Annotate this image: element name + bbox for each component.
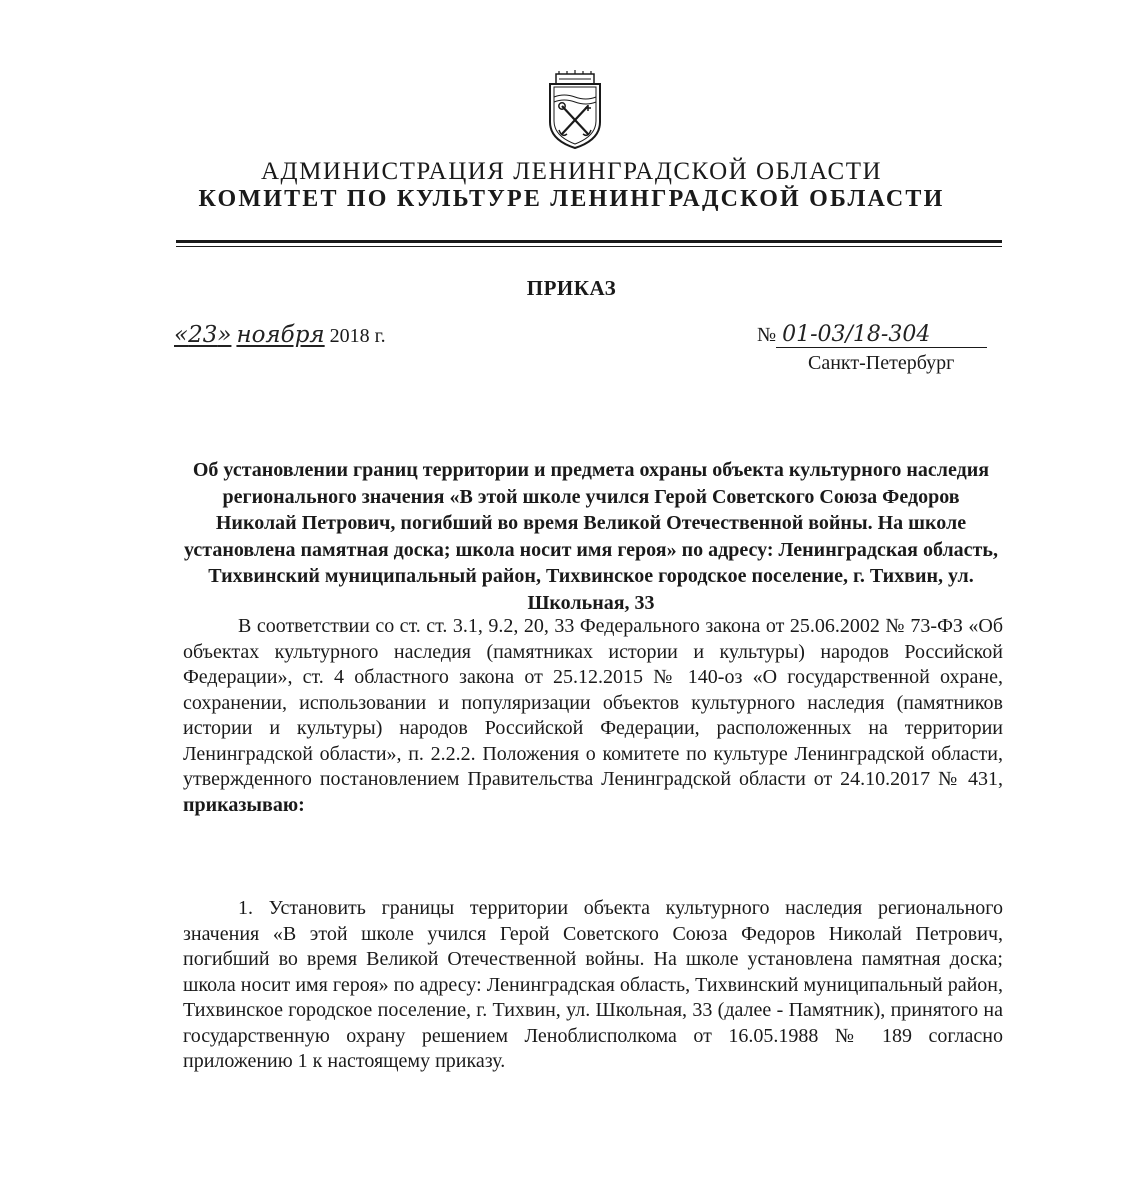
date-year: 2018 г. [329, 325, 386, 347]
date-open-quote: « [174, 322, 189, 348]
number-value: 01-03/18-304 [782, 322, 931, 347]
document-type: ПРИКАЗ [526, 276, 617, 300]
date-day: 23 [188, 322, 218, 348]
date-month: ноября [236, 322, 325, 348]
number-label: № [757, 324, 777, 346]
preamble-text: В соответствии со ст. ст. 3.1, 9.2, 20, 33 Федерального закона от 25.06.2002 № 73-ФЗ «Об объектах культурного наследия (памятниках истории и культуры) народов Российской Федерации», ст. 4 областного закона от 25.12.2015 № 140-оз «О государственной охране, сохранении, использовании и популяризации объектов культурного наследия (памятников истории и культуры) народов Российской Федерации, расположенных на территории Ленинградской области», п. 2.2.2. Положения о комитете по культуре Ленинградской области, утвержденного постановлением Правительства Ленинградской области от 24.10.2017 № 431, [183, 615, 1003, 790]
header-divider-thin [176, 246, 1002, 247]
organization-name: АДМИНИСТРАЦИЯ ЛЕНИНГРАДСКОЙ ОБЛАСТИ [260, 158, 883, 185]
document-number [757, 322, 987, 348]
coat-of-arms-icon [547, 70, 603, 150]
date-close-quote: » [217, 322, 232, 348]
document-title: Об установлении границ территории и предмета охраны объекта культурного наследия регионального значения «В этой школе учился Герой Советского Союза Федоров Николай Петрович, погибший во время Великой Отечественной войны. На школе установлена памятная доска; школа носит имя героя» по адресу: Ленинградская область, Тихвинский муниципальный район, Тихвинское городское поселение, г. Тихвин, ул. Школьная, 33 [184, 459, 998, 614]
document-date [174, 322, 386, 348]
header-divider-thick [176, 240, 1002, 243]
document-city: Санкт-Петербург [808, 352, 955, 374]
committee-name: КОМИТЕТ ПО КУЛЬТУРЕ ЛЕНИНГРАДСКОЙ ОБЛАСТИ [198, 186, 945, 212]
order-word: приказываю: [183, 793, 305, 816]
preamble-paragraph [183, 614, 1003, 818]
order-item-1: 1. Установить границы территории объекта культурного наследия регионального значения «В этой школе учился Герой Советского Союза Федоров Николай Петрович, погибший во время Великой Отечественной войны. На школе установлена памятная доска; школа носит имя героя» по адресу: Ленинградская область, Тихвинский муниципальный район, Тихвинское городское поселение, г. Тихвин, ул. Школьная, 33 (далее - Памятник), принятого на государственную охрану решением Леноблисполкома от 16.05.1988 № 189 согласно приложению 1 к настоящему приказу. [183, 897, 1003, 1072]
